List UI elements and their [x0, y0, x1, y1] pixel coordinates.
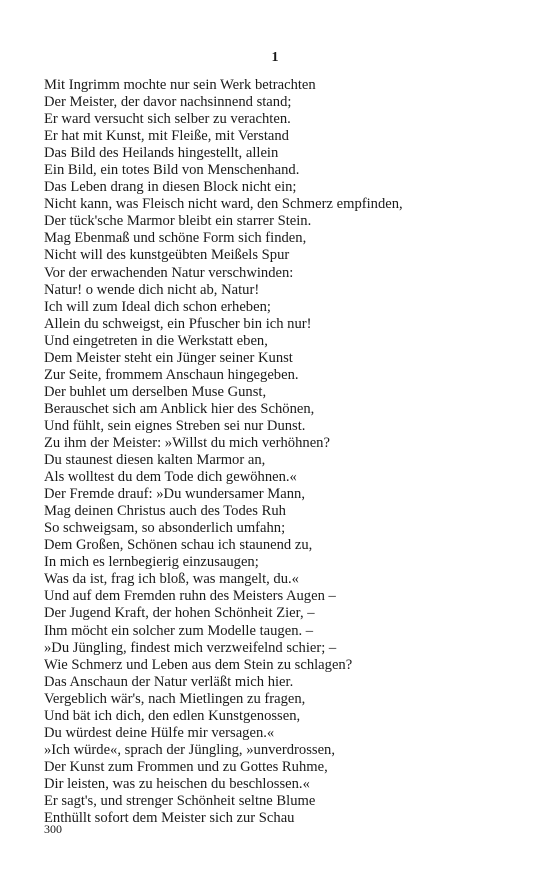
poem-line: Der Meister, der davor nachsinnend stand;	[44, 94, 292, 111]
poem-line: Ein Bild, ein totes Bild von Menschenhand.	[44, 162, 300, 179]
poem-line: Er ward versucht sich selber zu verachten.	[44, 111, 291, 128]
poem-line: Dem Großen, Schönen schau ich staunend zu,	[44, 537, 313, 554]
poem-line: Du staunest diesen kalten Marmor an,	[44, 452, 266, 469]
poem-line: Und eingetreten in die Werkstatt eben,	[44, 332, 268, 349]
poem-line: Er hat mit Kunst, mit Fleiße, mit Verstand	[44, 128, 289, 145]
poem-line: Du würdest deine Hülfe mir versagen.«	[44, 724, 275, 741]
poem-line: Ihm möcht ein solcher zum Modelle taugen. –	[44, 622, 314, 639]
section-number: 1	[271, 50, 279, 65]
poem-line: Ich will zum Ideal dich schon erheben;	[44, 298, 271, 315]
poem-line: Nicht will des kunstgeübten Meißels Spur	[44, 247, 290, 264]
poem-line: Vergeblich wär's, nach Mietlingen zu fragen,	[44, 690, 306, 707]
poem-line: Was da ist, frag ich bloß, was mangelt, du.«	[44, 571, 299, 588]
poem-line: Enthüllt sofort dem Meister sich zur Schau	[44, 810, 295, 827]
page-number: 300	[44, 822, 62, 836]
poem-line: Zu ihm der Meister: »Willst du mich verhöhnen?	[44, 434, 330, 451]
poem-line: Der Kunst zum Frommen und zu Gottes Ruhme,	[44, 758, 328, 775]
poem-line: Nicht kann, was Fleisch nicht ward, den Schmerz empfinden,	[44, 196, 403, 213]
poem-line: Mag deinen Christus auch des Todes Ruh	[44, 503, 286, 520]
poem-line: Der Jugend Kraft, der hohen Schönheit Zier, –	[44, 605, 315, 622]
poem-line: »Ich würde«, sprach der Jüngling, »unverdrossen,	[44, 741, 335, 758]
poem-line: Natur! o wende dich nicht ab, Natur!	[44, 281, 260, 298]
poem-line: Zur Seite, frommem Anschaun hingegeben.	[44, 366, 299, 383]
poem-line: Wie Schmerz und Leben aus dem Stein zu schlagen?	[44, 656, 353, 673]
poem-line: Das Bild des Heilands hingestellt, allein	[44, 145, 279, 162]
poem-line: Das Anschaun der Natur verläßt mich hier.	[44, 673, 294, 690]
poem-line: In mich es lernbegierig einzusaugen;	[44, 554, 259, 571]
poem-line: Der Fremde drauf: »Du wundersamer Mann,	[44, 486, 305, 503]
poem-line: Und fühlt, sein eignes Streben sei nur Dunst.	[44, 417, 306, 434]
poem-line: Berauschet sich am Anblick hier des Schönen,	[44, 400, 315, 417]
poem-line: Der tück'sche Marmor bleibt ein starrer Stein.	[44, 213, 312, 230]
poem-line: Der buhlet um derselben Muse Gunst,	[44, 383, 267, 400]
poem-line: Er sagt's, und strenger Schönheit seltne Blume	[44, 792, 316, 809]
poem-text	[44, 77, 524, 827]
poem-line: »Du Jüngling, findest mich verzweifelnd schier; –	[44, 639, 337, 656]
poem-line: Allein du schweigst, ein Pfuscher bin ich nur!	[44, 315, 312, 332]
poem-line: Vor der erwachenden Natur verschwinden:	[44, 264, 294, 281]
poem-line: So schweigsam, so absonderlich umfahn;	[44, 520, 286, 537]
poem-line: Und bät ich dich, den edlen Kunstgenossen,	[44, 707, 301, 724]
poem-line: Mit Ingrimm mochte nur sein Werk betrachten	[44, 77, 316, 93]
poem-line: Als wolltest du dem Tode dich gewöhnen.«	[44, 469, 297, 486]
poem-line: Das Leben drang in diesen Block nicht ein;	[44, 179, 297, 196]
poem-line: Und auf dem Fremden ruhn des Meisters Augen –	[44, 588, 336, 605]
poem-line: Dem Meister steht ein Jünger seiner Kunst	[44, 349, 293, 366]
poem-line: Dir leisten, was zu heischen du beschlossen.«	[44, 775, 310, 792]
poem-line: Mag Ebenmaß und schöne Form sich finden,	[44, 230, 307, 247]
